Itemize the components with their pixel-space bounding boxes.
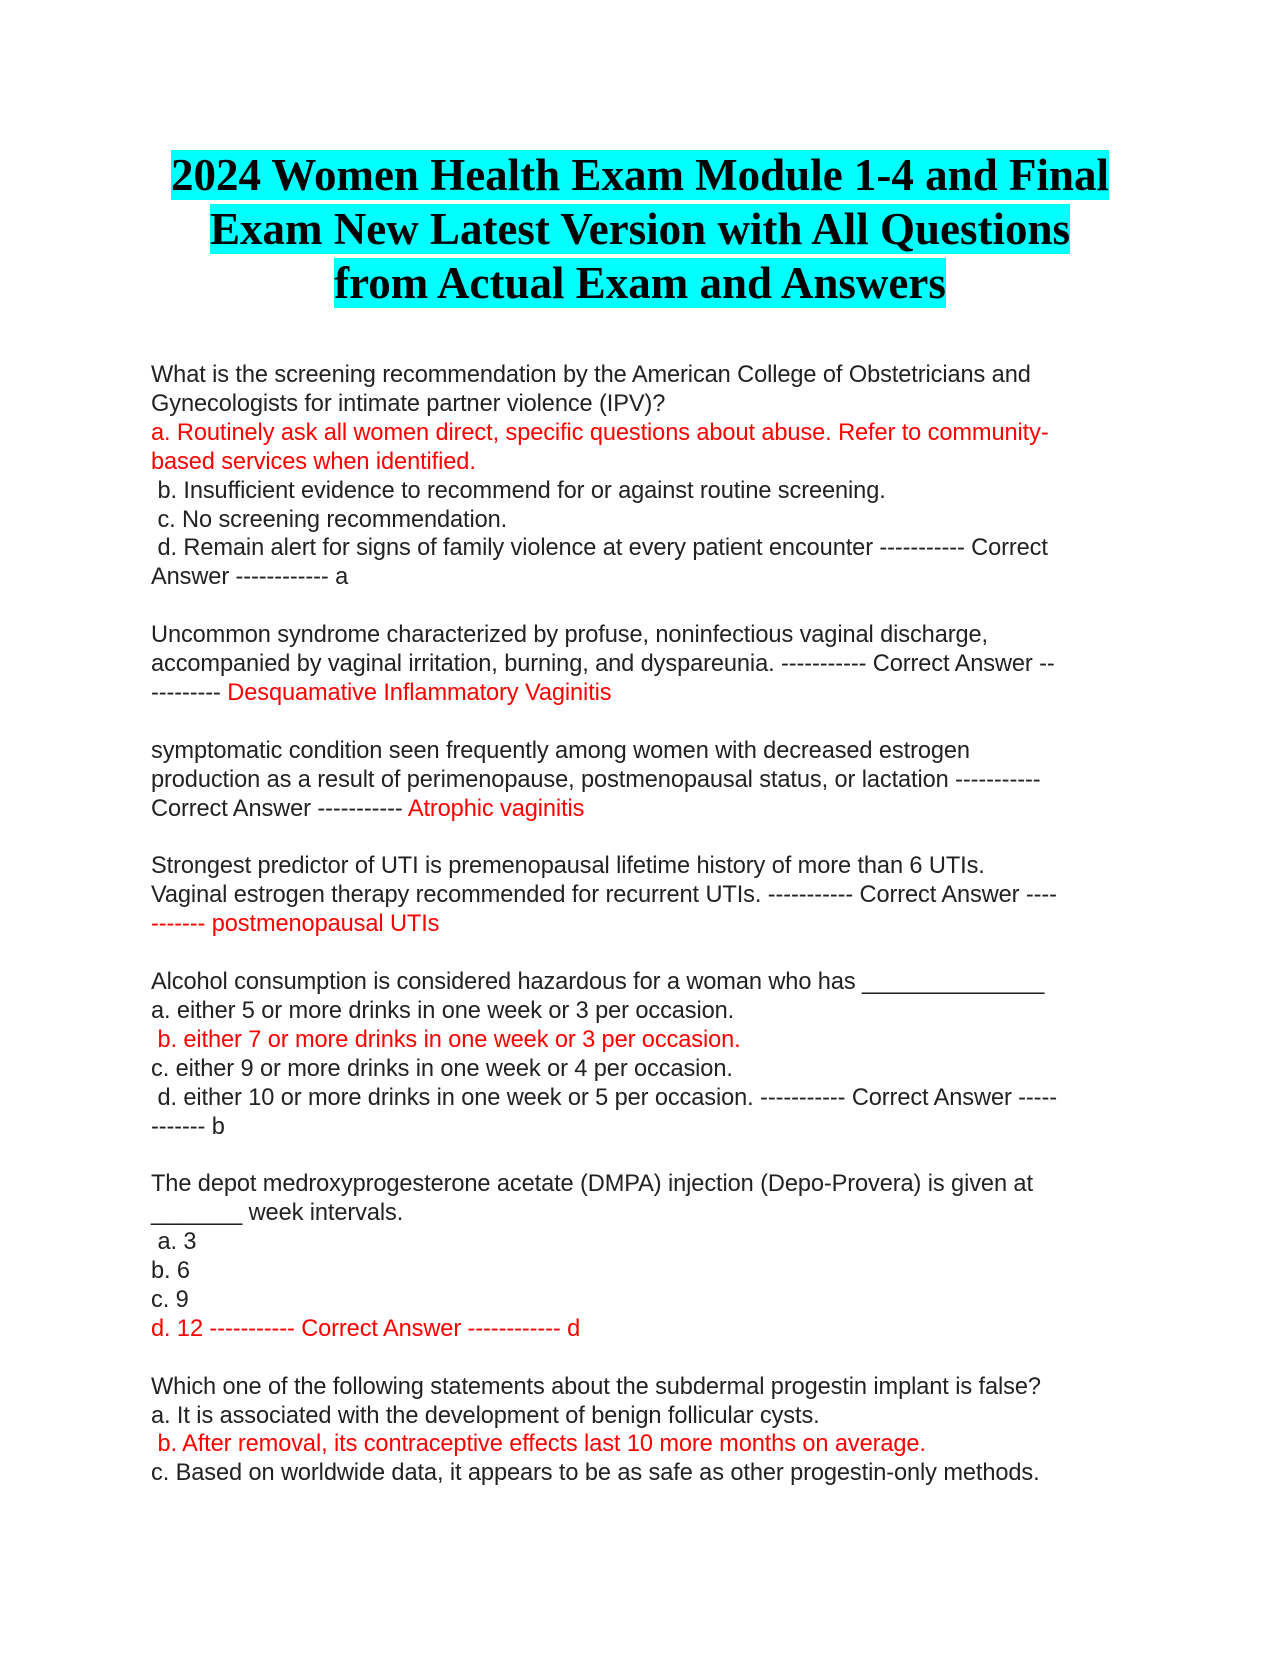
question-text: b. 6 xyxy=(151,1258,190,1285)
text-line xyxy=(151,1257,1131,1286)
text-line xyxy=(151,534,1131,563)
title-line: from Actual Exam and Answers xyxy=(334,258,946,308)
question-list xyxy=(151,361,1131,1517)
text-line xyxy=(151,766,1131,795)
text-line xyxy=(151,1084,1131,1113)
answer-text: based services when identified. xyxy=(151,448,476,475)
question-block xyxy=(151,361,1131,592)
question-text: c. No screening recommendation. xyxy=(151,506,508,533)
answer-text: d. 12 ----------- Correct Answer ------------ d xyxy=(151,1315,581,1342)
question-text: d. either 10 or more drinks in one week or 5 per occasion. ----------- Correct Answer ----- xyxy=(151,1084,1057,1111)
question-block xyxy=(151,621,1131,708)
question-text: c. 9 xyxy=(151,1286,189,1313)
question-text: Gynecologists for intimate partner violence (IPV)? xyxy=(151,390,666,417)
answer-text: Atrophic vaginitis xyxy=(407,795,585,822)
text-line xyxy=(151,448,1131,477)
question-text: d. Remain alert for signs of family violence at every patient encounter ----------- Correct xyxy=(151,535,1048,562)
text-line xyxy=(151,881,1131,910)
question-text: Which one of the following statements about the subdermal progestin implant is false? xyxy=(151,1373,1041,1400)
answer-text: b. either 7 or more drinks in one week or 3 per occasion. xyxy=(151,1026,741,1053)
text-line xyxy=(151,997,1131,1026)
text-line xyxy=(151,1459,1131,1488)
question-text: What is the screening recommendation by the American College of Obstetricians and xyxy=(151,362,1031,388)
text-line xyxy=(151,563,1131,592)
text-line xyxy=(151,621,1131,650)
question-text: a. It is associated with the development of benign follicular cysts. xyxy=(151,1402,820,1429)
text-line xyxy=(151,852,1131,881)
text-line xyxy=(151,1315,1131,1344)
question-text: Answer ------------ a xyxy=(151,564,349,591)
text-line xyxy=(151,910,1131,939)
text-line xyxy=(151,795,1131,824)
answer-text: Desquamative Inflammatory Vaginitis xyxy=(227,679,612,706)
text-line xyxy=(151,1402,1131,1431)
answer-text: a. Routinely ask all women direct, specific questions about abuse. Refer to community- xyxy=(151,419,1049,446)
question-text: a. either 5 or more drinks in one week or 3 per occasion. xyxy=(151,997,735,1024)
question-block xyxy=(151,852,1131,939)
answer-text: b. After removal, its contraceptive effects last 10 more months on average. xyxy=(151,1431,926,1458)
question-text: c. Based on worldwide data, it appears to be as safe as other progestin-only methods. xyxy=(151,1460,1040,1487)
text-line xyxy=(151,1286,1131,1315)
question-text: a. 3 xyxy=(151,1229,197,1256)
question-text: b. Insufficient evidence to recommend for or against routine screening. xyxy=(151,477,886,504)
answer-text: ------- postmenopausal UTIs xyxy=(151,911,440,938)
text-line xyxy=(151,506,1131,535)
question-text: _______ week intervals. xyxy=(151,1200,404,1227)
question-block xyxy=(151,968,1131,1141)
title-line: 2024 Women Health Exam Module 1-4 and Final xyxy=(171,150,1109,200)
text-line xyxy=(151,361,1131,390)
question-text: Strongest predictor of UTI is premenopausal lifetime history of more than 6 UTIs. xyxy=(151,853,985,880)
question-text: production as a result of perimenopause, postmenopausal status, or lactation ----------- xyxy=(151,766,1041,793)
question-text: ------- b xyxy=(151,1113,225,1140)
question-text: Vaginal estrogen therapy recommended for recurrent UTIs. ----------- Correct Answer ---- xyxy=(151,882,1057,909)
text-line xyxy=(151,390,1131,419)
text-line xyxy=(151,477,1131,506)
question-block xyxy=(151,737,1131,824)
question-block xyxy=(151,1170,1131,1343)
question-text: Correct Answer ----------- xyxy=(151,795,408,822)
question-text: c. either 9 or more drinks in one week or 4 per occasion. xyxy=(151,1055,733,1082)
text-line xyxy=(151,968,1131,997)
title-line: Exam New Latest Version with All Questions xyxy=(209,204,1071,254)
text-line xyxy=(151,419,1131,448)
text-line xyxy=(151,1113,1131,1142)
text-line xyxy=(151,1170,1131,1199)
document-title xyxy=(140,148,1140,310)
question-text: --------- xyxy=(151,679,228,706)
text-line xyxy=(151,679,1131,708)
question-text: The depot medroxyprogesterone acetate (DMPA) injection (Depo-Provera) is given at xyxy=(151,1171,1033,1198)
text-line xyxy=(151,737,1131,766)
text-line xyxy=(151,1430,1131,1459)
text-line xyxy=(151,1228,1131,1257)
question-text: accompanied by vaginal irritation, burning, and dyspareunia. ----------- Correct Answer -- xyxy=(151,651,1055,678)
text-line xyxy=(151,650,1131,679)
text-line xyxy=(151,1199,1131,1228)
text-line xyxy=(151,1026,1131,1055)
question-block xyxy=(151,1373,1131,1489)
text-line xyxy=(151,1373,1131,1402)
question-text: Uncommon syndrome characterized by profuse, noninfectious vaginal discharge, xyxy=(151,622,988,649)
question-text: symptomatic condition seen frequently among women with decreased estrogen xyxy=(151,737,970,764)
text-line xyxy=(151,1055,1131,1084)
question-text: Alcohol consumption is considered hazardous for a woman who has ______________ xyxy=(151,968,1045,995)
